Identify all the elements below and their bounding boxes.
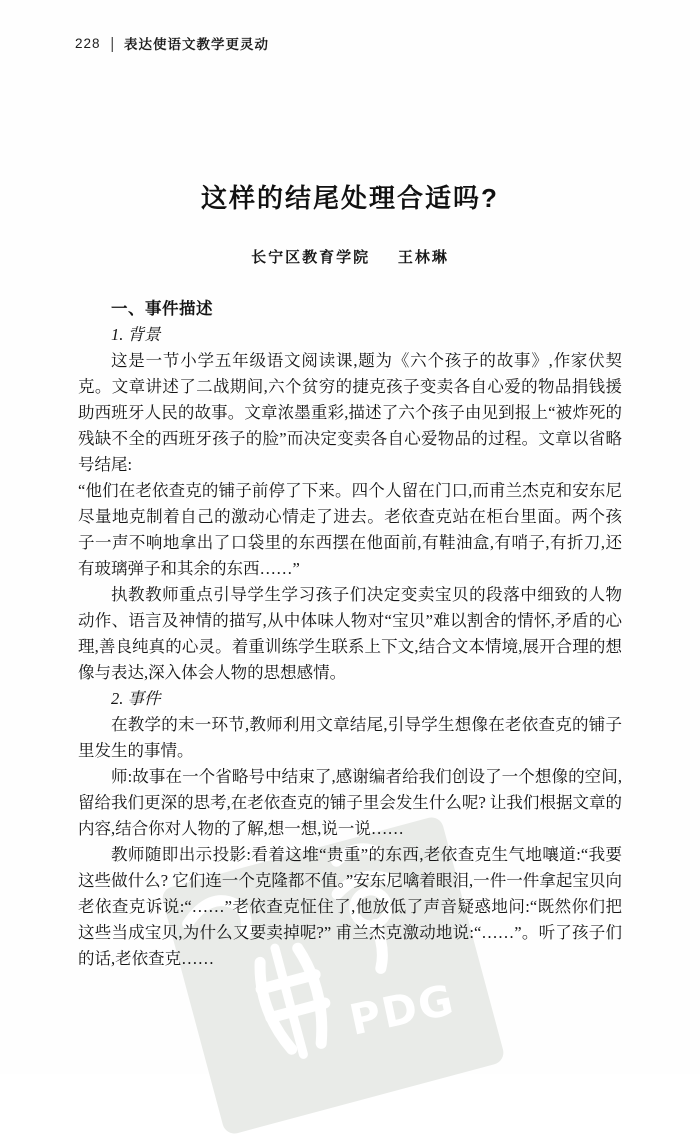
- paragraph-background-2: 执教教师重点引导学生学习孩子们决定变卖宝贝的段落中细致的人物动作、语言及神情的描写,从中体味人物对“宝贝”难以割舍的情怀,矛盾的心理,善良纯真的心灵。着重训练学生联系上下文,结合文本情境,展开合理的想像与表达,深入体会人物的思想感情。: [78, 585, 622, 682]
- running-header: [75, 33, 269, 53]
- header-divider: |: [110, 34, 115, 52]
- header-chapter-title: 表达使语文教学更灵动: [124, 37, 270, 52]
- sub-heading-background: 1. 背景: [111, 325, 161, 344]
- paragraph-teacher-speech: 师:故事在一个省略号中结束了,感谢编者给我们创设了一个想像的空间,留给我们更深的思考,在老依查克的铺子里会发生什么呢? 让我们根据文章的内容,结合你对人物的了解,想一想,说一说……: [78, 767, 622, 838]
- section-heading-1: 一、事件描述: [111, 300, 213, 318]
- sub-heading-event: 2. 事件: [111, 689, 161, 708]
- paragraph-quote: “他们在老依查克的铺子前停了下来。四个人留在门口,而甫兰杰克和安东尼尽量地克制着自己的激动心情走了进去。老依查克站在柜台里面。两个孩子一声不响地拿出了口袋里的东西摆在他面前,有鞋油盒,有哨子,有折刀,还有玻璃弹子和其余的东西……”: [78, 481, 622, 578]
- paragraph-background-1: 这是一节小学五年级语文阅读课,题为《六个孩子的故事》,作家伏契克。文章讲述了二战期间,六个贫穷的捷克孩子变卖各自心爱的物品捐钱援助西班牙人民的故事。文章浓墨重彩,描述了六个孩子由见到报上“被炸死的残缺不全的西班牙孩子的脸”而决定变卖各自心爱物品的过程。文章以省略号结尾:: [78, 351, 622, 474]
- paragraph-event-1: 在教学的末一环节,教师利用文章结尾,引导学生想像在老依查克的铺子里发生的事情。: [78, 715, 622, 760]
- article-title: 这样的结尾处理合适吗?: [201, 183, 499, 213]
- article-body: [78, 296, 622, 972]
- author-affiliation: 长宁区教育学院: [251, 250, 371, 266]
- page-number: 228: [75, 35, 101, 51]
- pdg-watermark-label: PDG: [345, 974, 460, 1045]
- author-name: 王林琳: [397, 250, 449, 266]
- paragraph-projection: 教师随即出示投影:看着这堆“贵重”的东西,老依查克生气地嚷道:“我要这些做什么? 它们连一个克隆都不值。”安东尼噙着眼泪,一件一件拿起宝贝向老依查克诉说:“……”老依查克怔住了,他放低了声音疑惑地问:“既然你们把这些当成宝贝,为什么又要卖掉呢?” 甫兰杰克激动地说:“……”。听了孩子们的话,老依查克……: [78, 845, 622, 968]
- byline: [0, 246, 700, 267]
